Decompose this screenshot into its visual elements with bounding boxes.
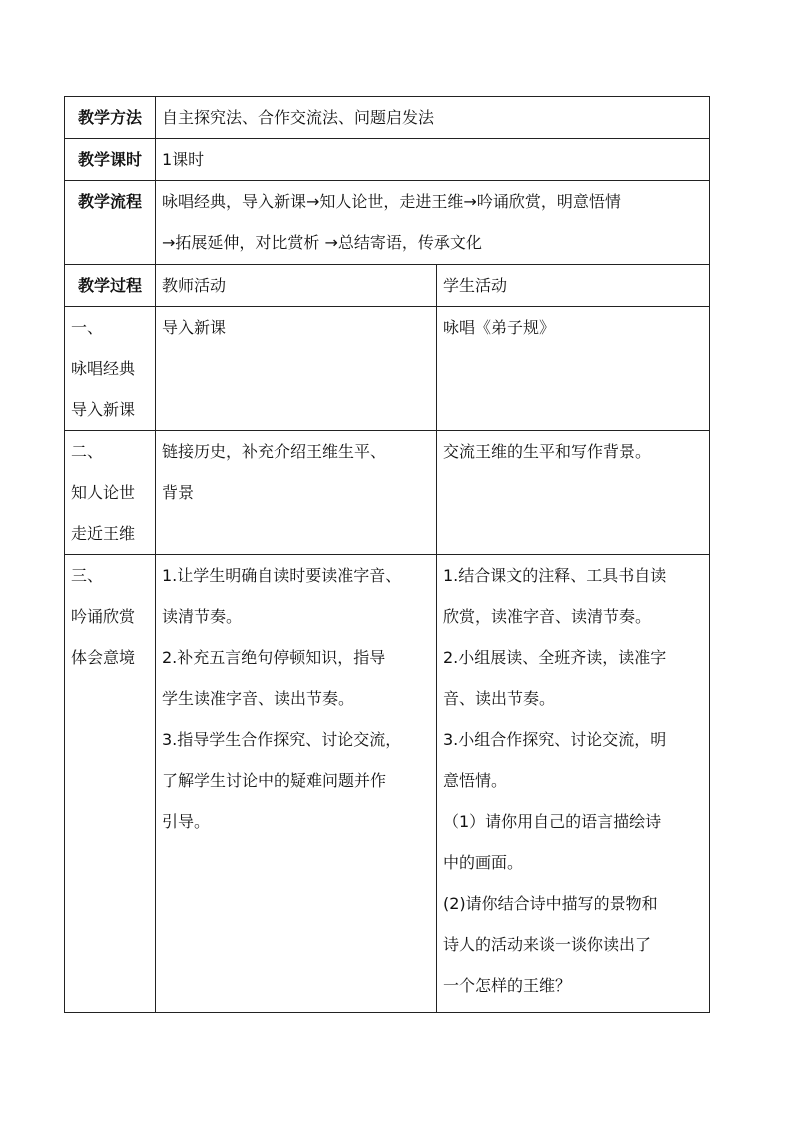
row-method — [65, 97, 710, 139]
method-value: 自主探究法、合作交流法、问题启发法 — [156, 97, 710, 139]
hours-label: 教学课时 — [65, 139, 156, 181]
process-label: 教学过程 — [65, 265, 156, 307]
stage-row — [65, 555, 710, 1013]
teacher-line: 链接历史，补充介绍王维生平、 — [162, 442, 387, 461]
teacher-line: 导入新课 — [162, 318, 227, 337]
student-line: （1）请你用自己的语言描绘诗 — [443, 812, 662, 831]
student-line: 1.结合课文的注释、工具书自读 — [443, 566, 667, 585]
student-line: 咏唱《弟子规》 — [443, 318, 556, 337]
teacher-activity — [156, 431, 437, 555]
stage-row — [65, 307, 710, 431]
student-activity — [437, 307, 710, 431]
teacher-line: 背景 — [162, 483, 195, 502]
hours-value: 1课时 — [156, 139, 710, 181]
teacher-activity — [156, 307, 437, 431]
student-line: 意悟情。 — [443, 771, 508, 790]
stage-title: 导入新课 — [71, 400, 136, 419]
teacher-line: 2.补充五言绝句停顿知识，指导 — [162, 648, 386, 667]
stage-cell — [65, 431, 156, 555]
stage-title: 咏唱经典 — [71, 359, 136, 378]
stage-title: 体会意境 — [71, 648, 136, 667]
student-line: 3.小组合作探究、讨论交流，明 — [443, 730, 667, 749]
student-header: 学生活动 — [437, 265, 710, 307]
stage-title: 知人论世 — [71, 483, 136, 502]
row-process-header — [65, 265, 710, 307]
student-line: 2.小组展读、全班齐读，读准字 — [443, 648, 667, 667]
teacher-line: 1.让学生明确自读时要读准字音、 — [162, 566, 402, 585]
flow-line: 咏唱经典，导入新课→知人论世，走进王维→吟诵欣赏，明意悟情 — [162, 192, 621, 211]
flow-label: 教学流程 — [65, 181, 156, 265]
stage-number: 三、 — [71, 566, 104, 585]
lesson-plan-table — [64, 96, 710, 1013]
stage-title: 吟诵欣赏 — [71, 607, 136, 626]
student-line: 诗人的活动来谈一谈你读出了 — [443, 935, 652, 954]
student-line: (2)请你结合诗中描写的景物和 — [443, 894, 658, 913]
teacher-line: 读清节奏。 — [162, 607, 243, 626]
student-line: 交流王维的生平和写作背景。 — [443, 442, 652, 461]
teacher-line: 3.指导学生合作探究、讨论交流， — [162, 730, 402, 749]
student-activity — [437, 555, 710, 1013]
teacher-line: 学生读准字音、读出节奏。 — [162, 689, 355, 708]
stage-row — [65, 431, 710, 555]
student-line: 中的画面。 — [443, 853, 524, 872]
stage-number: 一、 — [71, 318, 104, 337]
row-flow — [65, 181, 710, 265]
stage-cell — [65, 555, 156, 1013]
teacher-line: 引导。 — [162, 812, 211, 831]
stage-number: 二、 — [71, 442, 104, 461]
teacher-line: 了解学生讨论中的疑难问题并作 — [162, 771, 387, 790]
teacher-activity — [156, 555, 437, 1013]
student-line: 一个怎样的王维？ — [443, 976, 572, 995]
method-label: 教学方法 — [65, 97, 156, 139]
stage-title: 走近王维 — [71, 524, 136, 543]
row-hours — [65, 139, 710, 181]
teacher-header: 教师活动 — [156, 265, 437, 307]
student-line: 欣赏，读准字音、读清节奏。 — [443, 607, 652, 626]
flow-line: →拓展延伸，对比赏析 →总结寄语，传承文化 — [162, 233, 482, 252]
student-activity — [437, 431, 710, 555]
student-line: 音、读出节奏。 — [443, 689, 556, 708]
flow-value — [156, 181, 710, 265]
stage-cell — [65, 307, 156, 431]
